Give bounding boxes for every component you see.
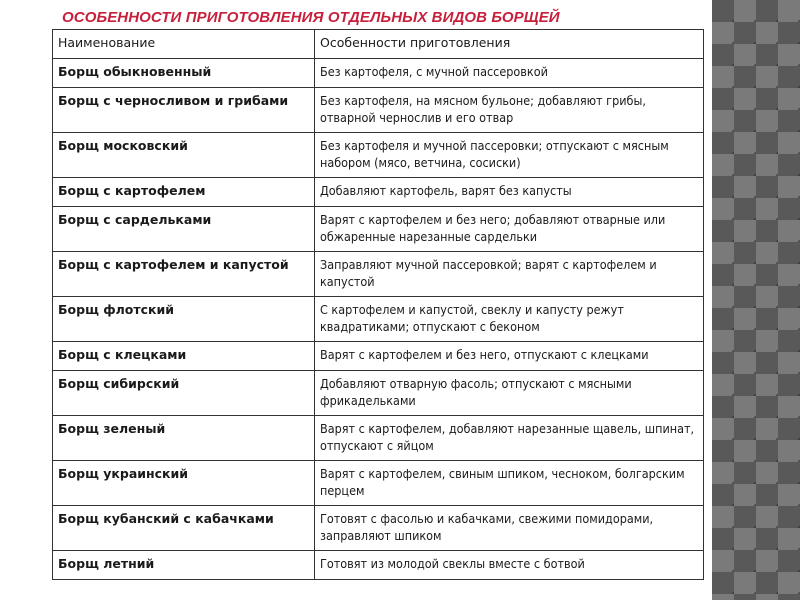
decorative-side-pattern bbox=[712, 0, 800, 600]
dish-features: Варят с картофелем и без него; добавляют отварные или обжаренные нарезанные сардельки bbox=[315, 207, 704, 252]
dish-name: Борщ с черносливом и грибами bbox=[53, 88, 315, 133]
table-row bbox=[53, 88, 704, 133]
table-row bbox=[53, 207, 704, 252]
dish-name: Борщ кубанский с кабачками bbox=[53, 506, 315, 551]
table-row bbox=[53, 506, 704, 551]
dish-features: Варят с картофелем, добавляют нарезанные щавель, шпинат, отпускают с яйцом bbox=[315, 416, 704, 461]
dish-name: Борщ обыкновенный bbox=[53, 59, 315, 88]
dish-features: Варят с картофелем и без него, отпускают с клецками bbox=[315, 342, 704, 371]
slide-title: ОСОБЕННОСТИ ПРИГОТОВЛЕНИЯ ОТДЕЛЬНЫХ ВИДОВ БОРЩЕЙ bbox=[62, 9, 560, 26]
table-row bbox=[53, 252, 704, 297]
table-row bbox=[53, 551, 704, 580]
table-row bbox=[53, 416, 704, 461]
table-row bbox=[53, 297, 704, 342]
table-row bbox=[53, 342, 704, 371]
dish-name: Борщ зеленый bbox=[53, 416, 315, 461]
dish-name: Борщ с клецками bbox=[53, 342, 315, 371]
dish-name: Борщ московский bbox=[53, 133, 315, 178]
table-row bbox=[53, 133, 704, 178]
dish-features: Добавляют отварную фасоль; отпускают с мясными фрикадельками bbox=[315, 371, 704, 416]
table-row bbox=[53, 461, 704, 506]
header-features: Особенности приготовления bbox=[315, 30, 704, 59]
table-row bbox=[53, 178, 704, 207]
dish-name: Борщ сибирский bbox=[53, 371, 315, 416]
dish-name: Борщ летний bbox=[53, 551, 315, 580]
dish-features: Без картофеля и мучной пассеровки; отпускают с мясным набором (мясо, ветчина, сосиски) bbox=[315, 133, 704, 178]
dish-name: Борщ украинский bbox=[53, 461, 315, 506]
dish-features: Готовят из молодой свеклы вместе с ботвой bbox=[315, 551, 704, 580]
dish-name: Борщ флотский bbox=[53, 297, 315, 342]
dish-name: Борщ с картофелем bbox=[53, 178, 315, 207]
dish-name: Борщ с сардельками bbox=[53, 207, 315, 252]
dish-features: Без картофеля, на мясном бульоне; добавляют грибы, отварной чернослив и его отвар bbox=[315, 88, 704, 133]
dish-features: Варят с картофелем, свиным шпиком, чесноком, болгарским перцем bbox=[315, 461, 704, 506]
dish-features: С картофелем и капустой, свеклу и капусту режут квадратиками; отпускают с беконом bbox=[315, 297, 704, 342]
table-header-row bbox=[53, 30, 704, 59]
dish-features: Без картофеля, с мучной пассеровкой bbox=[315, 59, 704, 88]
dish-features: Добавляют картофель, варят без капусты bbox=[315, 178, 704, 207]
borsch-table bbox=[52, 29, 704, 580]
header-name: Наименование bbox=[53, 30, 315, 59]
dish-name: Борщ с картофелем и капустой bbox=[53, 252, 315, 297]
dish-features: Готовят с фасолью и кабачками, свежими помидорами, заправляют шпиком bbox=[315, 506, 704, 551]
table-row bbox=[53, 371, 704, 416]
table-row bbox=[53, 59, 704, 88]
dish-features: Заправляют мучной пассеровкой; варят с картофелем и капустой bbox=[315, 252, 704, 297]
